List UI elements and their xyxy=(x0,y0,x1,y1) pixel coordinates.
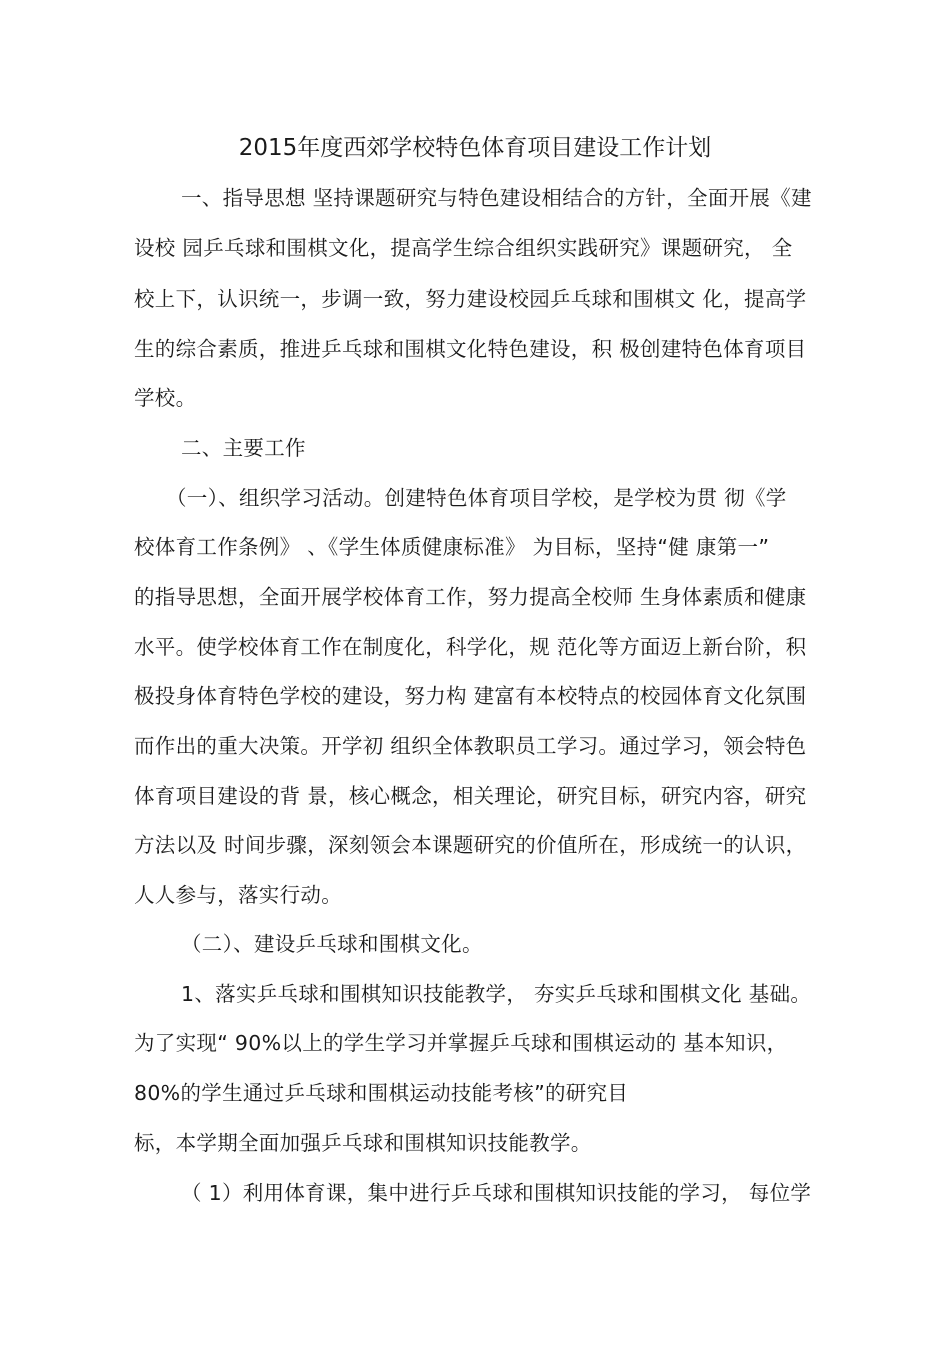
paragraph-line: 1、落实乒乓球和围棋知识技能教学， 夯实乒乓球和围棋文化 基础。 xyxy=(181,982,812,1006)
paragraph-line: 标，本学期全面加强乒乓球和围棋知识技能教学。 xyxy=(134,1131,592,1155)
paragraph-line: 80%的学生通过乒乓球和围棋运动技能考核”的研究目 xyxy=(134,1081,629,1105)
paragraph-line: 方法以及 时间步骤，深刻领会本课题研究的价值所在，形成统一的认识， xyxy=(134,833,807,857)
paragraph-line: 一、指导思想 坚持课题研究与特色建设相结合的方针，全面开展《建 xyxy=(181,186,812,210)
paragraph-line: 的指导思想，全面开展学校体育工作，努力提高全校师 生身体素质和健康 xyxy=(134,585,807,609)
document-title: 2015年度西郊学校特色体育项目建设工作计划 xyxy=(238,135,712,161)
paragraph-line: 极投身体育特色学校的建设，努力构 建富有本校特点的校园体育文化氛围 xyxy=(134,684,807,708)
paragraph-line: 水平。使学校体育工作在制度化，科学化，规 范化等方面迈上新台阶，积 xyxy=(134,635,807,659)
paragraph-line: 而作出的重大决策。开学初 组织全体教职员工学习。通过学习，领会特色 xyxy=(134,734,807,758)
paragraph-line: 校上下，认识统一，步调一致，努力建设校园乒乓球和围棋文 化，提高学 xyxy=(134,287,807,311)
paragraph-line: 校体育工作条例》 、《学生体质健康标准》 为目标，坚持“健 康第一” xyxy=(134,535,770,559)
paragraph-line: （ 1）利用体育课，集中进行乒乓球和围棋知识技能的学习， 每位学 xyxy=(181,1181,812,1205)
section-heading: 二、主要工作 xyxy=(181,436,306,460)
paragraph-line: 人人参与，落实行动。 xyxy=(134,883,342,907)
section-heading: （二）、建设乒乓球和围棋文化。 xyxy=(181,932,483,956)
paragraph-line: 体育项目建设的背 景，核心概念，相关理论，研究目标，研究内容，研究 xyxy=(134,784,807,808)
paragraph-line: 学校。 xyxy=(134,386,197,410)
paragraph-line: （一）、组织学习活动。创建特色体育项目学校，是学校为贯 彻《学 xyxy=(166,486,787,510)
paragraph-line: 设校 园乒乓球和围棋文化，提高学生综合组织实践研究》课题研究， 全 xyxy=(134,236,793,260)
paragraph-line: 为了实现“ 90%以上的学生学习并掌握乒乓球和围棋运动的 基本知识， xyxy=(134,1031,788,1055)
paragraph-line: 生的综合素质，推进乒乓球和围棋文化特色建设，积 极创建特色体育项目 xyxy=(134,337,807,361)
